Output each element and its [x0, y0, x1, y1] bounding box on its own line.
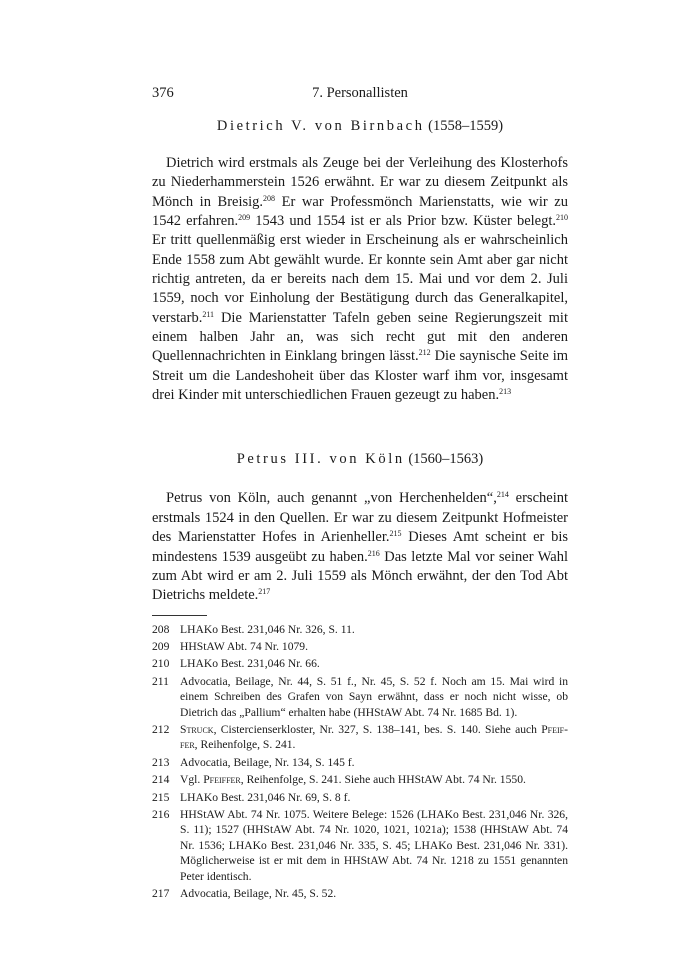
- footnote: [152, 755, 568, 770]
- footnote-number: 212: [152, 722, 170, 736]
- footnote: [152, 639, 568, 654]
- footnote-text: HHStAW Abt. 74 Nr. 1079.: [180, 639, 309, 653]
- footnote-text: Advocatia, Beilage, Nr. 44, S. 51 f., Nr. 45, S. 52 f. Noch am 15. Mai wird in einem Schreiben des Grafen von Sayn erwähnt, dass er noch nicht wisse, ob Dietrich das „Pallium“ erhalten habe (HHStAW Abt. 74 Nr. 1685 Bd. 1).: [180, 674, 568, 719]
- footnote: [152, 886, 568, 901]
- text-segment: Er war Professmönch Marienstatts, wie wir zu 1542 erfahren.: [152, 193, 568, 230]
- footnote-text: LHAKo Best. 231,046 Nr. 326, S. 11.: [180, 622, 355, 636]
- footnote: [152, 674, 568, 720]
- text-segment: Er tritt quellenmäßig erst wieder in Erscheinung als er wahrscheinlich Ende 1558 zum Abt gewählt wurde. Er konnte sein Amt aber gar nicht richtig antreten, da er bereits nach dem 15. Mai und vor dem 2. Juli 1559, noch vor Einholung der Bestätigung durch das Generalkapitel, verstarb.: [152, 232, 568, 326]
- text-segment: Dietrich wird erstmals als Zeuge bei der Verleihung des Klosterhofs zu Niederhammerstein 1526 erwähnt. Er war zu diesem Zeitpunkt als Mönch in Breisig.: [152, 155, 568, 210]
- footnote-ref[interactable]: 214: [496, 490, 509, 500]
- footnote-number: 213: [152, 755, 170, 769]
- footnote-text: LHAKo Best. 231,046 Nr. 66.: [180, 657, 320, 671]
- footnote: [152, 772, 568, 787]
- footnote-number: 216: [152, 808, 170, 821]
- footnote-ref[interactable]: 217: [258, 587, 271, 597]
- footnote-ref[interactable]: 212: [418, 348, 431, 358]
- page-number: 376: [152, 85, 174, 101]
- footnote-ref[interactable]: 208: [263, 193, 276, 203]
- footnotes: [152, 622, 568, 902]
- footnote-text: Vgl.: [180, 773, 204, 787]
- text-segment: Petrus von Köln, auch genannt „von Herchenhelden“,: [166, 490, 497, 507]
- author-name: Pfeif-fer: [180, 722, 568, 752]
- footnote-text: , Reihenfolge, S. 241. Siehe auch HHStAW Abt. 74 Nr. 1550.: [240, 773, 526, 787]
- footnote-number: 209: [152, 639, 170, 653]
- heading-name: Petrus III. von Köln: [236, 451, 405, 468]
- text-segment: Das letzte Mal vor seiner Wahl zum Abt wird er am 2. Juli 1559 als Mönch erwähnt, der den Tod Abt Dietrichs meldete.: [152, 548, 569, 604]
- footnote-ref[interactable]: 209: [238, 213, 251, 223]
- text-segment: erscheint erstmals 1524 in den Quellen. Er war zu diesem Zeitpunkt Hofmeister des Marienstatter Hofes in Arienheller.: [152, 490, 569, 546]
- running-title: 7. Personallisten: [312, 85, 408, 101]
- footnote-ref[interactable]: 211: [202, 309, 215, 319]
- footnote-number: 214: [152, 773, 170, 787]
- footnote-text: LHAKo Best. 231,046 Nr. 69, S. 8 f.: [180, 790, 351, 804]
- footnote-text: Advocatia, Beilage, Nr. 45, S. 52.: [180, 887, 337, 901]
- footnote-divider: [152, 615, 207, 616]
- text-block: [152, 116, 568, 903]
- body-paragraph-petrus: [152, 489, 568, 605]
- footnote-ref[interactable]: 216: [367, 548, 380, 558]
- footnote-text: , Reihenfolge, S. 241.: [194, 738, 296, 752]
- text-segment: Die Marienstatter Tafeln geben seine Regierungszeit mit einem halben Jahr an, was sich recht gut mit den anderen Quellennachrichten in Einklang bringen lässt.: [152, 309, 568, 365]
- author-name: Pfeiffer: [203, 773, 241, 787]
- footnote-number: 210: [152, 657, 170, 671]
- body-paragraph-dietrich: [152, 154, 568, 405]
- footnote-number: 217: [152, 887, 170, 901]
- footnote-ref[interactable]: 213: [499, 387, 512, 397]
- text-segment: 1543 und 1554 ist er als Prior bzw. Küster belegt.: [250, 213, 556, 230]
- author-name: Struck: [180, 722, 214, 736]
- footnote-ref[interactable]: 215: [389, 529, 402, 539]
- running-head: [152, 84, 568, 102]
- footnote: [152, 722, 568, 753]
- footnote-text: , Cistercienserkloster, Nr. 327, S. 138–141, bes. S. 140. Siehe auch: [213, 722, 542, 736]
- footnote-number: 208: [152, 622, 170, 636]
- footnote: [152, 790, 568, 805]
- section-heading-petrus: [152, 449, 568, 469]
- text-segment: Dieses Amt scheint er bis mindestens 1539 ausgeübt zu haben.: [152, 529, 568, 565]
- heading-name: Dietrich V. von Birnbach: [216, 118, 425, 134]
- text-segment: Die saynische Seite im Streit um die Landeshoheit über das Kloster warf ihm vor, insgesamt drei Kinder mit unterschiedlichen Frauen gezeugt zu haben.: [152, 348, 568, 404]
- heading-dates: (1558–1559): [428, 118, 504, 134]
- footnote-text: Advocatia, Beilage, Nr. 134, S. 145 f.: [180, 755, 355, 769]
- footnote-number: 211: [152, 674, 169, 688]
- footnote: [152, 656, 568, 671]
- footnote: [152, 807, 568, 884]
- footnote: [152, 622, 568, 637]
- footnote-number: 215: [152, 790, 170, 804]
- footnote-ref[interactable]: 210: [556, 213, 568, 223]
- section-heading-dietrich: [152, 116, 568, 136]
- heading-dates: (1560–1563): [408, 451, 484, 468]
- footnote-text: HHStAW Abt. 74 Nr. 1075. Weitere Belege: 1526 (LHAKo Best. 231,046 Nr. 326, S. 11); 1527 (HHStAW Abt. 74 Nr. 1020, 1021, 1021a); 1538 (HHStAW Abt. 74 Nr. 1536; LHAKo Best. 231,046 Nr. 335, S. 45; LHAKo Best. 231,046 Nr. 331). Möglicherweise ist er mit dem in HHStAW Abt. 74 Nr. 1218 zu 1551 genannten Peter identisch.: [180, 808, 568, 883]
